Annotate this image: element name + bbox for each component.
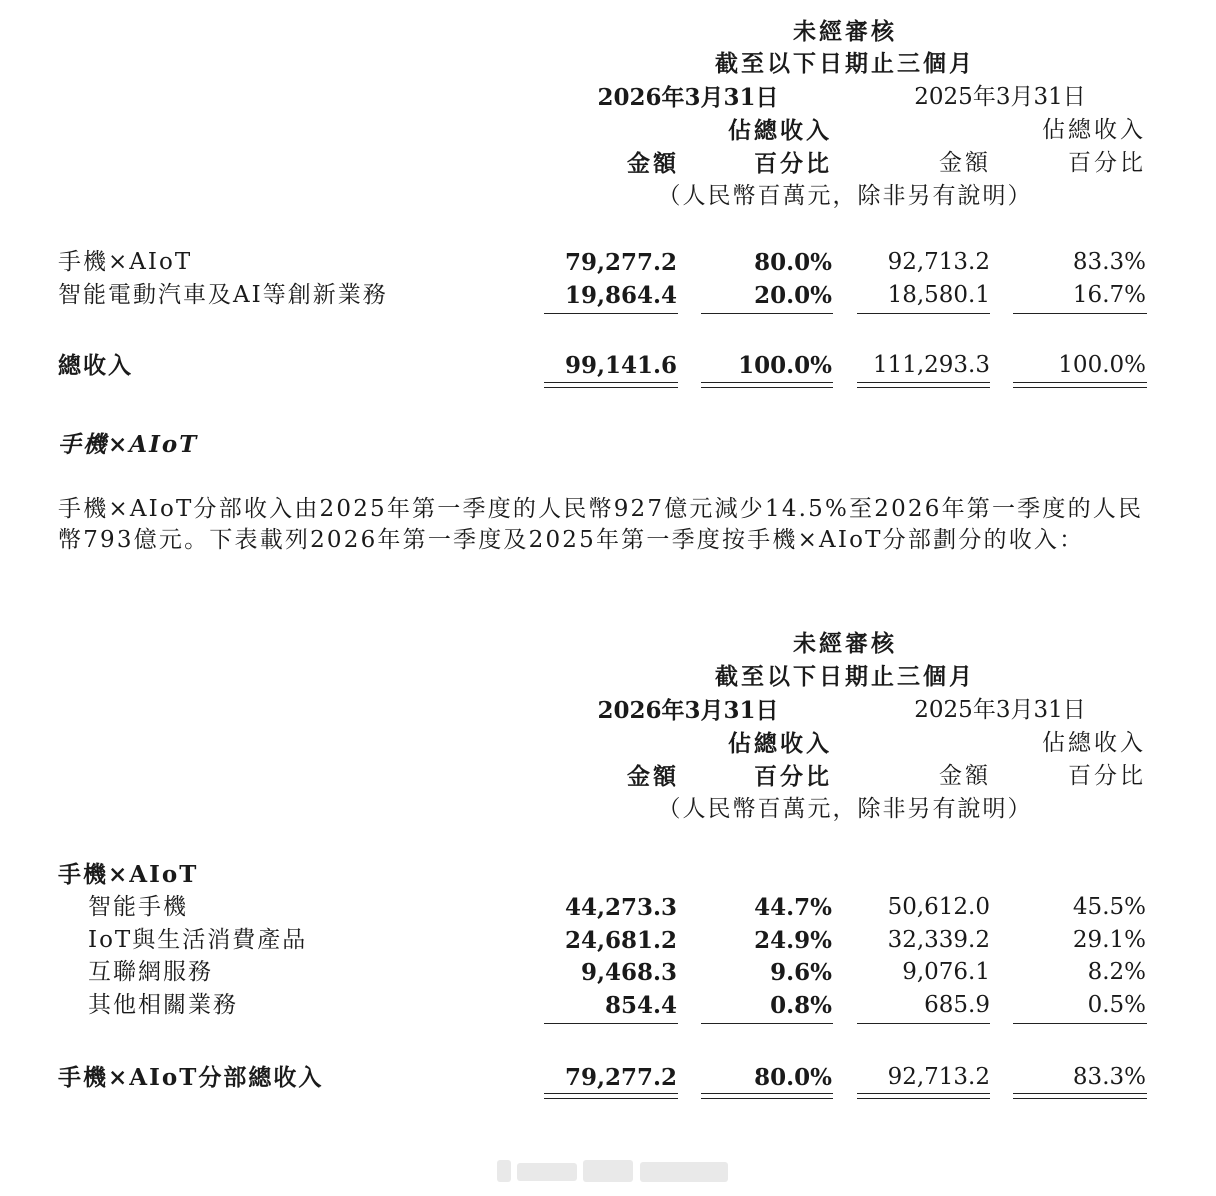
total-double-rule	[857, 1098, 990, 1099]
header-amount-2026: 金額	[627, 150, 679, 177]
cell-pct-2026: 0.8%	[770, 992, 832, 1019]
cell-amount-2025: 92,713.2	[887, 249, 990, 275]
total-label: 手機×AIoT分部總收入	[58, 1064, 324, 1091]
header-unit: （人民幣百萬元，除非另有說明）	[657, 183, 1033, 209]
total-double-rule	[701, 1098, 833, 1099]
cell-pct-2025: 0.5%	[1087, 992, 1146, 1018]
header-pct-line1-2026: 佔總收入	[728, 730, 832, 757]
header-unaudited: 未經審核	[793, 630, 897, 657]
header-unit: （人民幣百萬元，除非另有說明）	[657, 796, 1033, 822]
row-label: 手機×AIoT	[58, 249, 193, 275]
total-double-rule	[1013, 382, 1147, 383]
section-paragraph: 手機×AIoT分部收入由2025年第一季度的人民幣927億元減少14.5%至2026年第一季度的人民幣793億元。下表載列2026年第一季度及2025年第一季度按手機×AIoT分部劃分的收入：	[58, 496, 1144, 553]
header-date-2025: 2025年3月31日	[914, 84, 1086, 110]
total-double-rule	[701, 382, 833, 383]
header-period: 截至以下日期止三個月	[715, 50, 975, 77]
header-pct-line2-2025: 百分比	[1068, 150, 1146, 176]
subtotal-rule	[857, 1023, 990, 1024]
header-pct-line1-2025: 佔總收入	[1042, 730, 1146, 756]
total-pct-2026: 100.0%	[738, 352, 832, 379]
total-double-rule	[544, 382, 678, 383]
cell-amount-2025: 18,580.1	[887, 282, 990, 308]
total-double-rule	[701, 1093, 833, 1094]
cell-pct-2026: 20.0%	[754, 282, 832, 309]
subtotal-rule	[701, 313, 833, 314]
cell-amount-2025: 50,612.0	[887, 894, 990, 920]
cell-amount-2026: 854.4	[604, 992, 677, 1019]
cell-pct-2025: 8.2%	[1087, 959, 1146, 985]
cell-pct-2026: 9.6%	[770, 959, 832, 986]
total-double-rule	[544, 387, 678, 388]
total-double-rule	[1013, 387, 1147, 388]
total-double-rule	[544, 1093, 678, 1094]
subtotal-rule	[544, 313, 678, 314]
total-double-rule	[857, 1093, 990, 1094]
cell-pct-2025: 16.7%	[1072, 282, 1146, 308]
cell-amount-2025: 32,339.2	[887, 927, 990, 953]
cell-pct-2025: 83.3%	[1072, 249, 1146, 275]
header-amount-2025: 金額	[939, 150, 991, 176]
header-amount-2025: 金額	[939, 763, 991, 789]
cell-pct-2025: 29.1%	[1072, 927, 1146, 953]
header-date-2026: 2026年3月31日	[597, 84, 779, 111]
total-amount-2025: 92,713.2	[887, 1064, 990, 1090]
header-date-2025: 2025年3月31日	[914, 697, 1086, 723]
cell-pct-2026: 80.0%	[754, 249, 832, 276]
cell-amount-2025: 685.9	[924, 992, 990, 1018]
subtotal-rule	[1013, 1023, 1147, 1024]
total-double-rule	[544, 1098, 678, 1099]
row-label: 智能手機	[88, 894, 188, 920]
cell-amount-2025: 9,076.1	[902, 959, 990, 985]
header-date-2026: 2026年3月31日	[597, 697, 779, 724]
cell-amount-2026: 24,681.2	[564, 927, 677, 954]
cell-pct-2026: 24.9%	[754, 927, 832, 954]
subtotal-rule	[1013, 313, 1147, 314]
header-pct-line2-2026: 百分比	[754, 150, 832, 177]
total-double-rule	[1013, 1098, 1147, 1099]
row-label: 互聯網服務	[88, 959, 213, 985]
cell-pct-2026: 44.7%	[754, 894, 832, 921]
cell-amount-2026: 19,864.4	[564, 282, 677, 309]
row-label: IoT與生活消費產品	[88, 927, 308, 953]
subtotal-rule	[857, 313, 990, 314]
total-label: 總收入	[58, 352, 133, 379]
total-double-rule	[857, 387, 990, 388]
subtotal-rule	[544, 1023, 678, 1024]
group-label: 手機×AIoT	[58, 861, 199, 888]
subtotal-rule	[701, 1023, 833, 1024]
cell-pct-2025: 45.5%	[1072, 894, 1146, 920]
header-period: 截至以下日期止三個月	[715, 663, 975, 690]
total-amount-2026: 79,277.2	[564, 1064, 677, 1091]
total-pct-2026: 80.0%	[754, 1064, 832, 1091]
header-unaudited: 未經審核	[793, 18, 897, 45]
header-amount-2026: 金額	[627, 763, 679, 790]
section-heading: 手機×AIoT	[58, 431, 199, 458]
row-label: 其他相關業務	[88, 992, 238, 1018]
total-pct-2025: 83.3%	[1072, 1064, 1146, 1090]
cell-amount-2026: 79,277.2	[564, 249, 677, 276]
header-pct-line1-2025: 佔總收入	[1042, 117, 1146, 143]
header-pct-line2-2026: 百分比	[754, 763, 832, 790]
row-label: 智能電動汽車及AI等創新業務	[58, 282, 388, 308]
header-pct-line2-2025: 百分比	[1068, 763, 1146, 789]
cell-amount-2026: 44,273.3	[564, 894, 677, 921]
total-amount-2026: 99,141.6	[564, 352, 677, 379]
total-double-rule	[1013, 1093, 1147, 1094]
header-pct-line1-2026: 佔總收入	[728, 117, 832, 144]
total-double-rule	[701, 387, 833, 388]
total-double-rule	[857, 382, 990, 383]
cell-amount-2026: 9,468.3	[580, 959, 677, 986]
total-amount-2025: 111,293.3	[872, 352, 990, 378]
total-pct-2025: 100.0%	[1058, 352, 1146, 378]
